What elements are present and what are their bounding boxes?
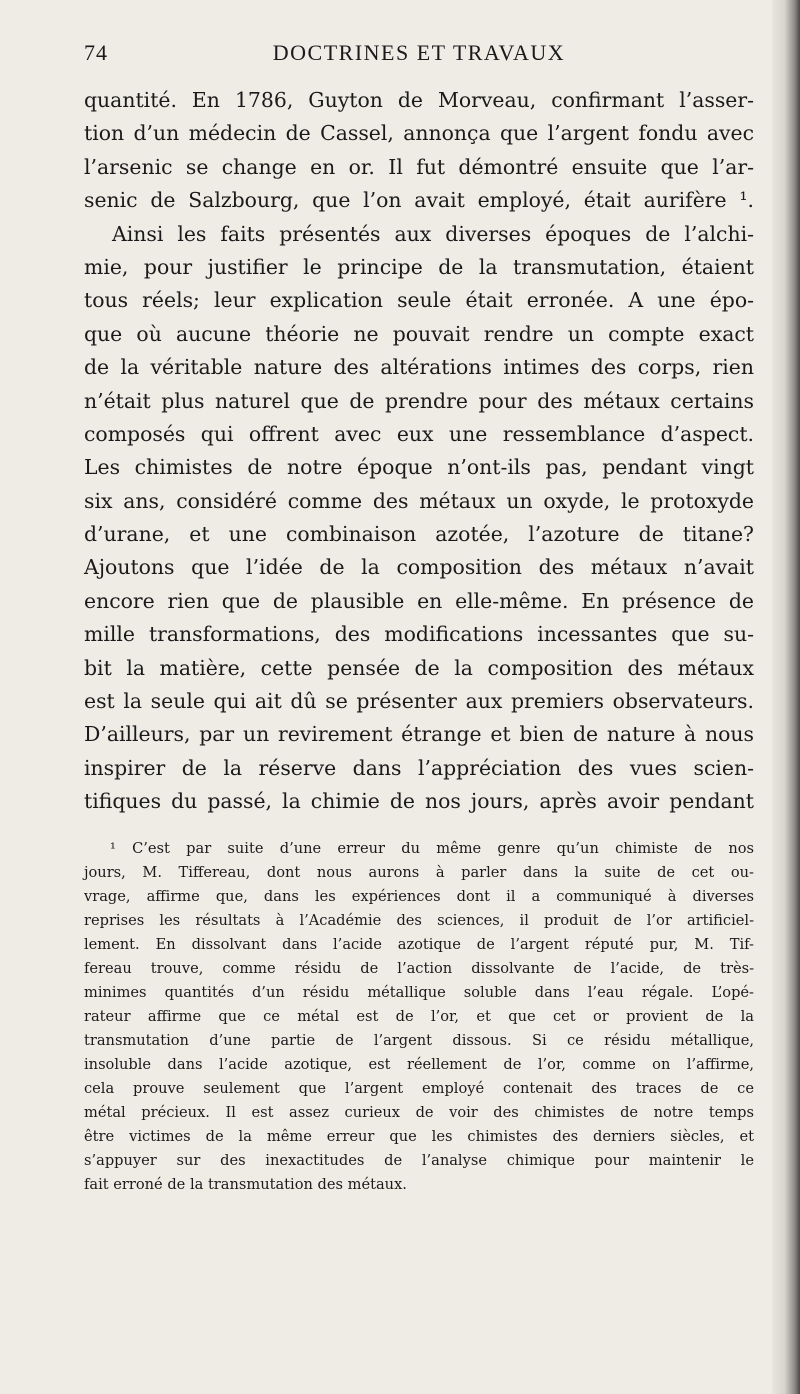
- body-line: d’urane, et une combinaison azotée, l’azoture de titane?: [84, 522, 754, 547]
- footnote-line: ¹ C’est par suite d’une erreur du même genre qu’un chimiste de nos: [110, 839, 754, 857]
- footnote-line: reprises les résultats à l’Académie des sciences, il produit de l’or artificiel-: [84, 911, 754, 929]
- body-line: tion d’un médecin de Cassel, annonça que l’argent fondu avec: [84, 121, 754, 146]
- body-line: l’arsenic se change en or. Il fut démontré ensuite que l’ar-: [84, 154, 754, 179]
- body-line: est la seule qui ait dû se présenter aux premiers observateurs.: [84, 689, 754, 714]
- body-line: composés qui offrent avec eux une ressemblance d’aspect.: [84, 421, 754, 446]
- footnote-line: insoluble dans l’acide azotique, est réellement de l’or, comme on l’affirme,: [84, 1055, 754, 1073]
- body-line: encore rien que de plausible en elle-même. En présence de: [84, 588, 754, 613]
- footnote-line: transmutation d’une partie de l’argent dissous. Si ce résidu métallique,: [84, 1031, 754, 1049]
- body-line: mille transformations, des modifications incessantes que su-: [84, 622, 754, 647]
- body-line: D’ailleurs, par un revirement étrange et bien de nature à nous: [84, 722, 754, 747]
- body-line: quantité. En 1786, Guyton de Morveau, confirmant l’asser-: [84, 88, 754, 112]
- footnote: [84, 837, 754, 1197]
- body-line: six ans, considéré comme des métaux un oxyde, le protoxyde: [84, 488, 754, 513]
- body-line: Ainsi les faits présentés aux diverses époques de l’alchi-: [112, 221, 754, 246]
- running-head: DOCTRINES ET TRAVAUX: [272, 40, 566, 65]
- body-line: Ajoutons que l’idée de la composition des métaux n’avait: [84, 555, 754, 580]
- footnote-line: jours, M. Tiffereau, dont nous aurons à parler dans la suite de cet ou-: [84, 863, 754, 881]
- footnote-line: vrage, affirme que, dans les expériences dont il a communiqué à diverses: [84, 887, 754, 905]
- page-number: 74: [84, 40, 108, 65]
- footnote-line: fait erroné de la transmutation des métaux.: [84, 1175, 407, 1193]
- footnote-line: rateur affirme que ce métal est de l’or, et que cet or provient de la: [84, 1007, 754, 1025]
- footnote-line: cela prouve seulement que l’argent employé contenait des traces de ce: [84, 1079, 754, 1097]
- footnote-line: fereau trouve, comme résidu de l’action dissolvante de l’acide, de très-: [84, 959, 754, 977]
- footnote-line: lement. En dissolvant dans l’acide azotique de l’argent réputé pur, M. Tif-: [84, 935, 754, 953]
- body-text: [84, 84, 754, 819]
- body-line: mie, pour justifier le principe de la transmutation, étaient: [84, 254, 754, 279]
- body-line: inspirer de la réserve dans l’appréciation des vues scien-: [84, 755, 754, 780]
- body-line: Les chimistes de notre époque n’ont-ils pas, pendant vingt: [84, 455, 754, 480]
- book-page: [84, 40, 754, 1197]
- body-line: de la véritable nature des altérations intimes des corps, rien: [84, 355, 754, 380]
- footnote-line: métal précieux. Il est assez curieux de voir des chimistes de notre temps: [84, 1103, 754, 1121]
- footnote-line: être victimes de la même erreur que les chimistes des derniers siècles, et: [84, 1127, 754, 1145]
- footnote-line: s’appuyer sur des inexactitudes de l’analyse chimique pour maintenir le: [84, 1151, 754, 1169]
- body-line: n’était plus naturel que de prendre pour des métaux certains: [84, 388, 754, 413]
- footnote-line: minimes quantités d’un résidu métallique soluble dans l’eau régale. L’opé-: [84, 983, 754, 1001]
- page-header: [84, 40, 754, 74]
- body-line: tous réels; leur explication seule était erronée. A une épo-: [84, 288, 754, 313]
- body-line: que où aucune théorie ne pouvait rendre un compte exact: [84, 321, 754, 346]
- page-edge-shadow: [772, 0, 800, 1394]
- body-line: bit la matière, cette pensée de la composition des métaux: [84, 655, 754, 680]
- body-line: tifiques du passé, la chimie de nos jours, après avoir pendant: [84, 789, 754, 814]
- body-line: senic de Salzbourg, que l’on avait employé, était aurifère ¹.: [84, 188, 754, 213]
